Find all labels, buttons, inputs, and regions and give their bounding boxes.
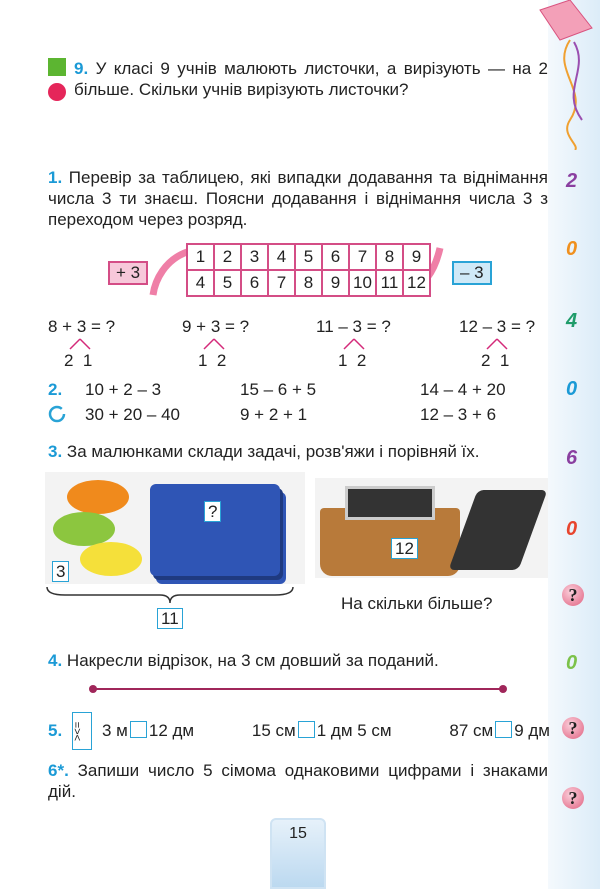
table-cell: 8 [376, 244, 403, 270]
example [316, 317, 391, 371]
answer-box[interactable] [495, 721, 512, 738]
task-4: 4. Накресли відрізок, на 3 см довший за поданий. [48, 651, 439, 670]
mats-unknown: ? [204, 501, 221, 522]
left-value: 15 см [251, 721, 296, 740]
task-9: 9. У класі 9 учнів малюють листочки, а вирізують — на 2 більше. Скільки учнів вирізують листочки? [74, 59, 549, 99]
right-value: 1 дм 5 см [316, 721, 392, 740]
left-value: 3 м [102, 721, 128, 740]
task-6: 6*. Запиши число 5 сімома однаковими цифрами і знаками дій. [48, 761, 548, 801]
question-icon: ? [562, 787, 584, 809]
task-5-number: 5. [48, 721, 63, 740]
answer-box[interactable] [298, 721, 315, 738]
brace [45, 585, 295, 605]
split-arrows-icon [60, 337, 100, 351]
task-1: 1. Перевір за таблицею, які випадки додавання та віднімання числа 3 ти знаєш. Поясни додавання і віднімання числа 3 з переходом через розряд. [48, 168, 548, 229]
tablets-count: 12 [391, 538, 418, 559]
addition-table [186, 243, 431, 297]
comparison-item [449, 721, 550, 741]
example-expression: 8 + 3 = ? [48, 317, 116, 336]
table-cell: 6 [322, 244, 349, 270]
sidebar-digit: 4 [566, 310, 578, 332]
split-arrows-icon [194, 337, 234, 351]
example-split: 2 1 [481, 351, 510, 370]
example [48, 317, 115, 371]
page-number: 15 [270, 818, 326, 889]
table-cell: 11 [376, 270, 403, 296]
refresh-icon [48, 405, 66, 423]
table-cell: 1 [187, 244, 214, 270]
mice-count: 3 [52, 561, 69, 582]
left-value: 87 см [449, 721, 494, 740]
example-split: 1 2 [198, 351, 227, 370]
split-arrows-icon [334, 337, 374, 351]
table-cell: 12 [403, 270, 430, 296]
table-cell: 8 [295, 270, 322, 296]
segment-end [89, 685, 97, 693]
sidebar-digit: 2 [566, 170, 578, 192]
split-arrows-icon [477, 337, 517, 351]
question-text: На скільки більше? [341, 594, 493, 613]
task-3: 3. За малюнками склади задачі, розв'яжи і порівняй їх. [48, 442, 480, 461]
total-count: 11 [157, 608, 183, 629]
line-segment [93, 688, 503, 690]
table-cell: 4 [187, 270, 214, 296]
table-cell: 7 [349, 244, 376, 270]
expression: 10 + 2 – 3 [85, 380, 162, 399]
example-split: 1 2 [338, 351, 367, 370]
table-cell: 9 [322, 270, 349, 296]
table-cell: 5 [295, 244, 322, 270]
sidebar-digit: 0 [566, 378, 578, 400]
right-value: 9 дм [514, 721, 550, 740]
basket-tablets-picture [315, 478, 548, 578]
example [459, 317, 535, 371]
example [182, 317, 249, 371]
right-value: 12 дм [148, 721, 195, 740]
expression: 30 + 20 – 40 [85, 405, 181, 424]
expression: 15 – 6 + 5 [240, 380, 317, 399]
mice-mats-picture [45, 472, 305, 584]
question-icon: ? [562, 717, 584, 739]
table-cell: 7 [268, 270, 295, 296]
table-cell: 5 [214, 270, 241, 296]
expression: 9 + 2 + 1 [240, 405, 308, 424]
sidebar-digit: 0 [566, 518, 578, 540]
sidebar-digit: 0 [566, 238, 578, 260]
example-split: 2 1 [64, 351, 93, 370]
table-cell: 6 [241, 270, 268, 296]
table-cell: 9 [403, 244, 430, 270]
plus-3-label: + 3 [108, 261, 148, 285]
table-cell: 10 [349, 270, 376, 296]
segment-end [499, 685, 507, 693]
comparison-signs: ><= [72, 712, 92, 750]
example-expression: 12 – 3 = ? [459, 317, 536, 336]
comparison-item [252, 721, 392, 741]
answer-box[interactable] [130, 721, 147, 738]
minus-3-label: – 3 [452, 261, 492, 285]
expression: 14 – 4 + 20 [420, 380, 506, 399]
sidebar-digit: 0 [566, 652, 578, 674]
red-circle-icon [48, 83, 66, 101]
green-square-icon [48, 58, 66, 76]
example-expression: 9 + 3 = ? [182, 317, 250, 336]
table-cell: 3 [241, 244, 268, 270]
task-2-number: 2. [48, 380, 63, 399]
table-cell: 2 [214, 244, 241, 270]
question-icon: ? [562, 584, 584, 606]
comparison-item [102, 721, 194, 741]
sidebar-digit: 6 [566, 447, 578, 469]
table-cell: 4 [268, 244, 295, 270]
expression: 12 – 3 + 6 [420, 405, 497, 424]
example-expression: 11 – 3 = ? [316, 317, 391, 336]
